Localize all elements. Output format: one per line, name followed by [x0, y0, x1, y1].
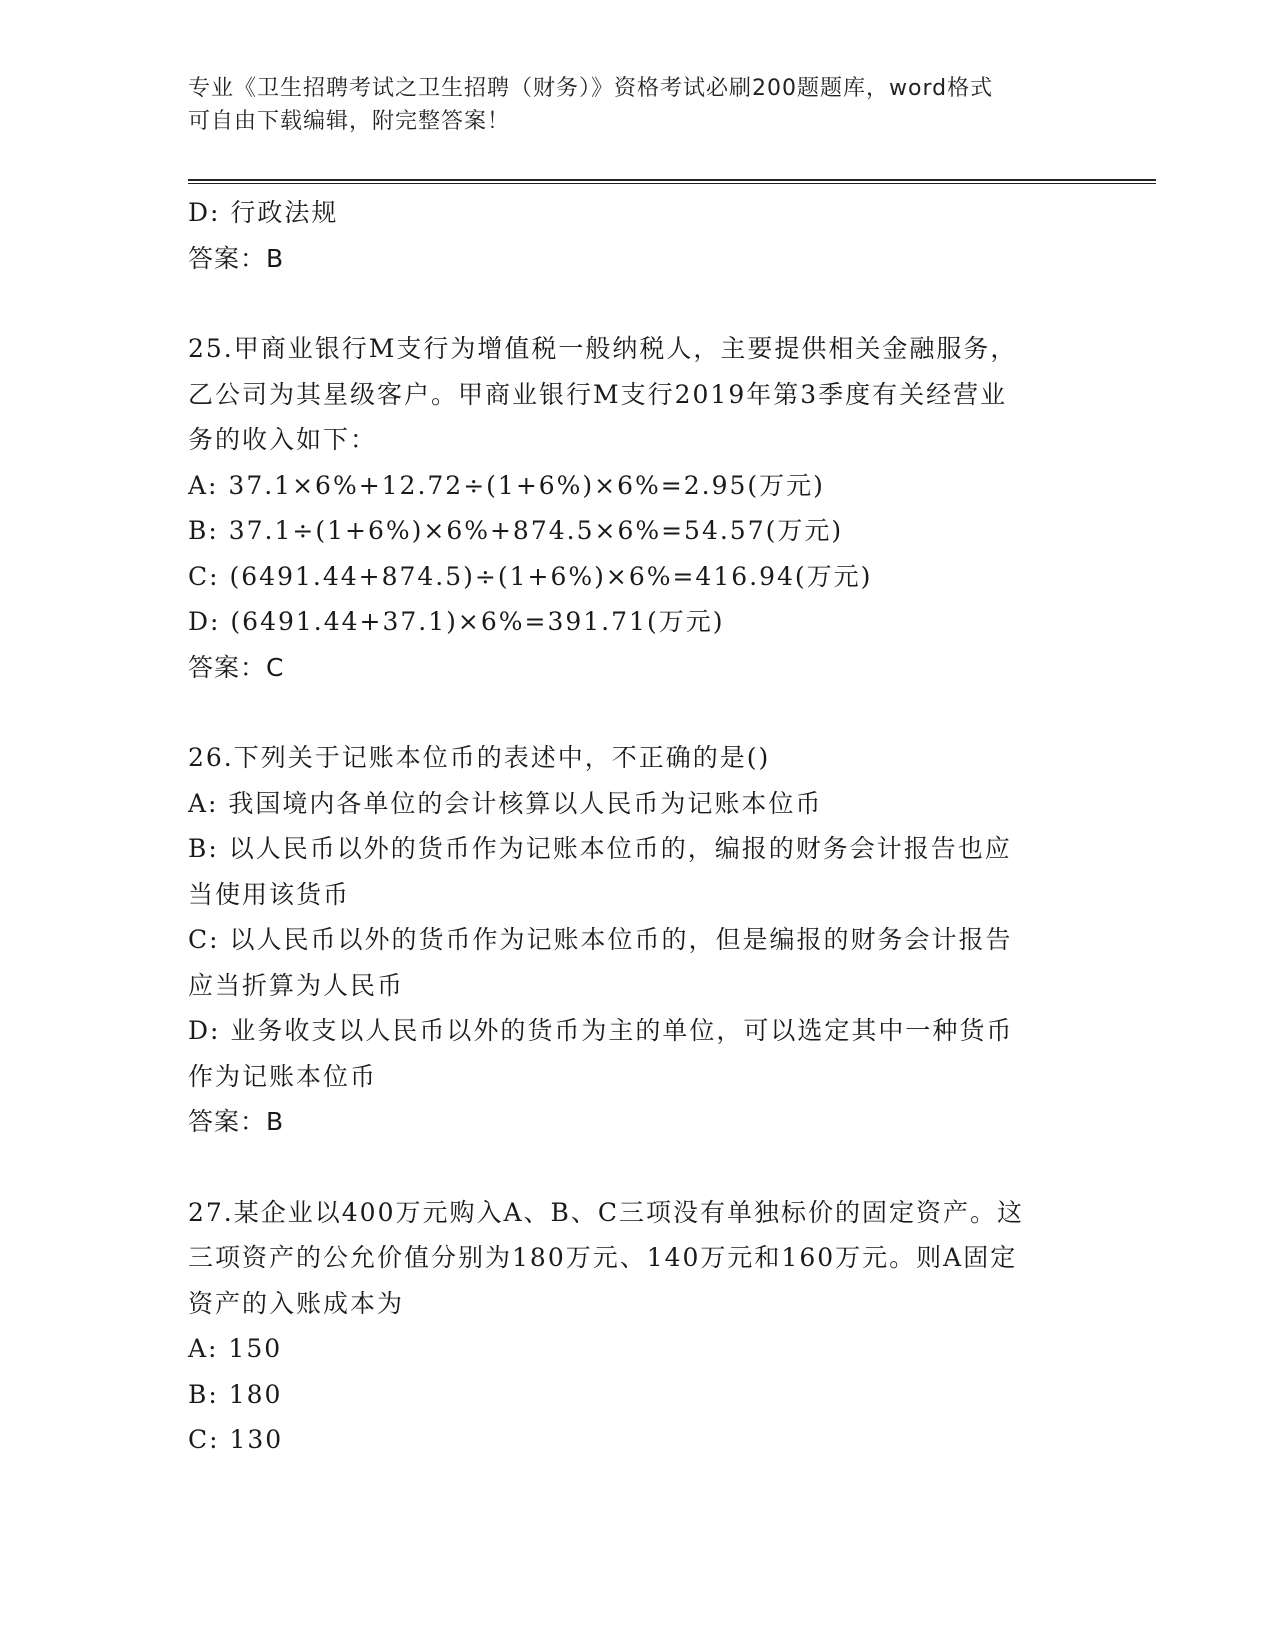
question-line: 作为记账本位币 [188, 1061, 378, 1091]
header-rule [188, 179, 1156, 181]
header-line-2: 可自由下载编辑，附完整答案！ [188, 109, 511, 134]
answer-line: 答案：B [188, 243, 285, 273]
question-block [188, 735, 1088, 1145]
question-line: D: 行政法规 [188, 198, 339, 227]
question-line: A: 150 [188, 1334, 283, 1363]
answer-line: 答案：C [188, 652, 285, 682]
question-line: A: 37.1×6%+12.72÷(1+6%)×6%=2.95(万元) [188, 470, 825, 500]
question-line: A: 我国境内各单位的会计核算以人民币为记账本位币 [188, 788, 823, 818]
question-line: C: (6491.44+874.5)÷(1+6%)×6%=416.94(万元) [188, 561, 873, 591]
header-line-1: 专业《卫生招聘考试之卫生招聘（财务）》资格考试必刷200题题库，word格式 [188, 76, 994, 101]
question-line: 27.某企业以400万元购入A、B、C三项没有单独标价的固定资产。这 [188, 1197, 1025, 1227]
question-line: 当使用该货币 [188, 879, 351, 909]
question-line: 三项资产的公允价值分别为180万元、140万元和160万元。则A固定 [188, 1243, 1018, 1272]
question-line: D: 业务收支以人民币以外的货币为主的单位，可以选定其中一种货币 [188, 1016, 1014, 1045]
block-gap [188, 1145, 1088, 1190]
question-line: C: 以人民币以外的货币作为记账本位币的，但是编报的财务会计报告 [188, 925, 1013, 954]
question-block [188, 326, 1088, 690]
question-block [188, 1190, 1088, 1463]
question-line: B: 37.1÷(1+6%)×6%+874.5×6%=54.57(万元) [188, 516, 844, 545]
answer-line: 答案：B [188, 1107, 285, 1136]
question-line: 务的收入如下： [188, 425, 378, 454]
question-line: 应当折算为人民币 [188, 970, 405, 1000]
question-line: B: 180 [188, 1379, 283, 1409]
question-block [188, 190, 1088, 281]
question-line: 资产的入账成本为 [188, 1288, 405, 1318]
question-line: 25.甲商业银行M支行为增值税一般纳税人，主要提供相关金融服务， [188, 334, 1018, 363]
question-line: D: (6491.44+37.1)×6%=391.71(万元) [188, 607, 725, 636]
question-line: 26.下列关于记账本位币的表述中，不正确的是() [188, 743, 771, 772]
question-line: C: 130 [188, 1425, 284, 1454]
question-line: 乙公司为其星级客户。甲商业银行M支行2019年第3季度有关经营业 [188, 379, 1008, 409]
page-header [188, 72, 1068, 138]
question-list [188, 190, 1088, 1463]
block-gap [188, 690, 1088, 735]
header-rule-thin [188, 183, 1156, 184]
block-gap [188, 281, 1088, 326]
question-line: B: 以人民币以外的货币作为记账本位币的，编报的财务会计报告也应 [188, 834, 1012, 863]
